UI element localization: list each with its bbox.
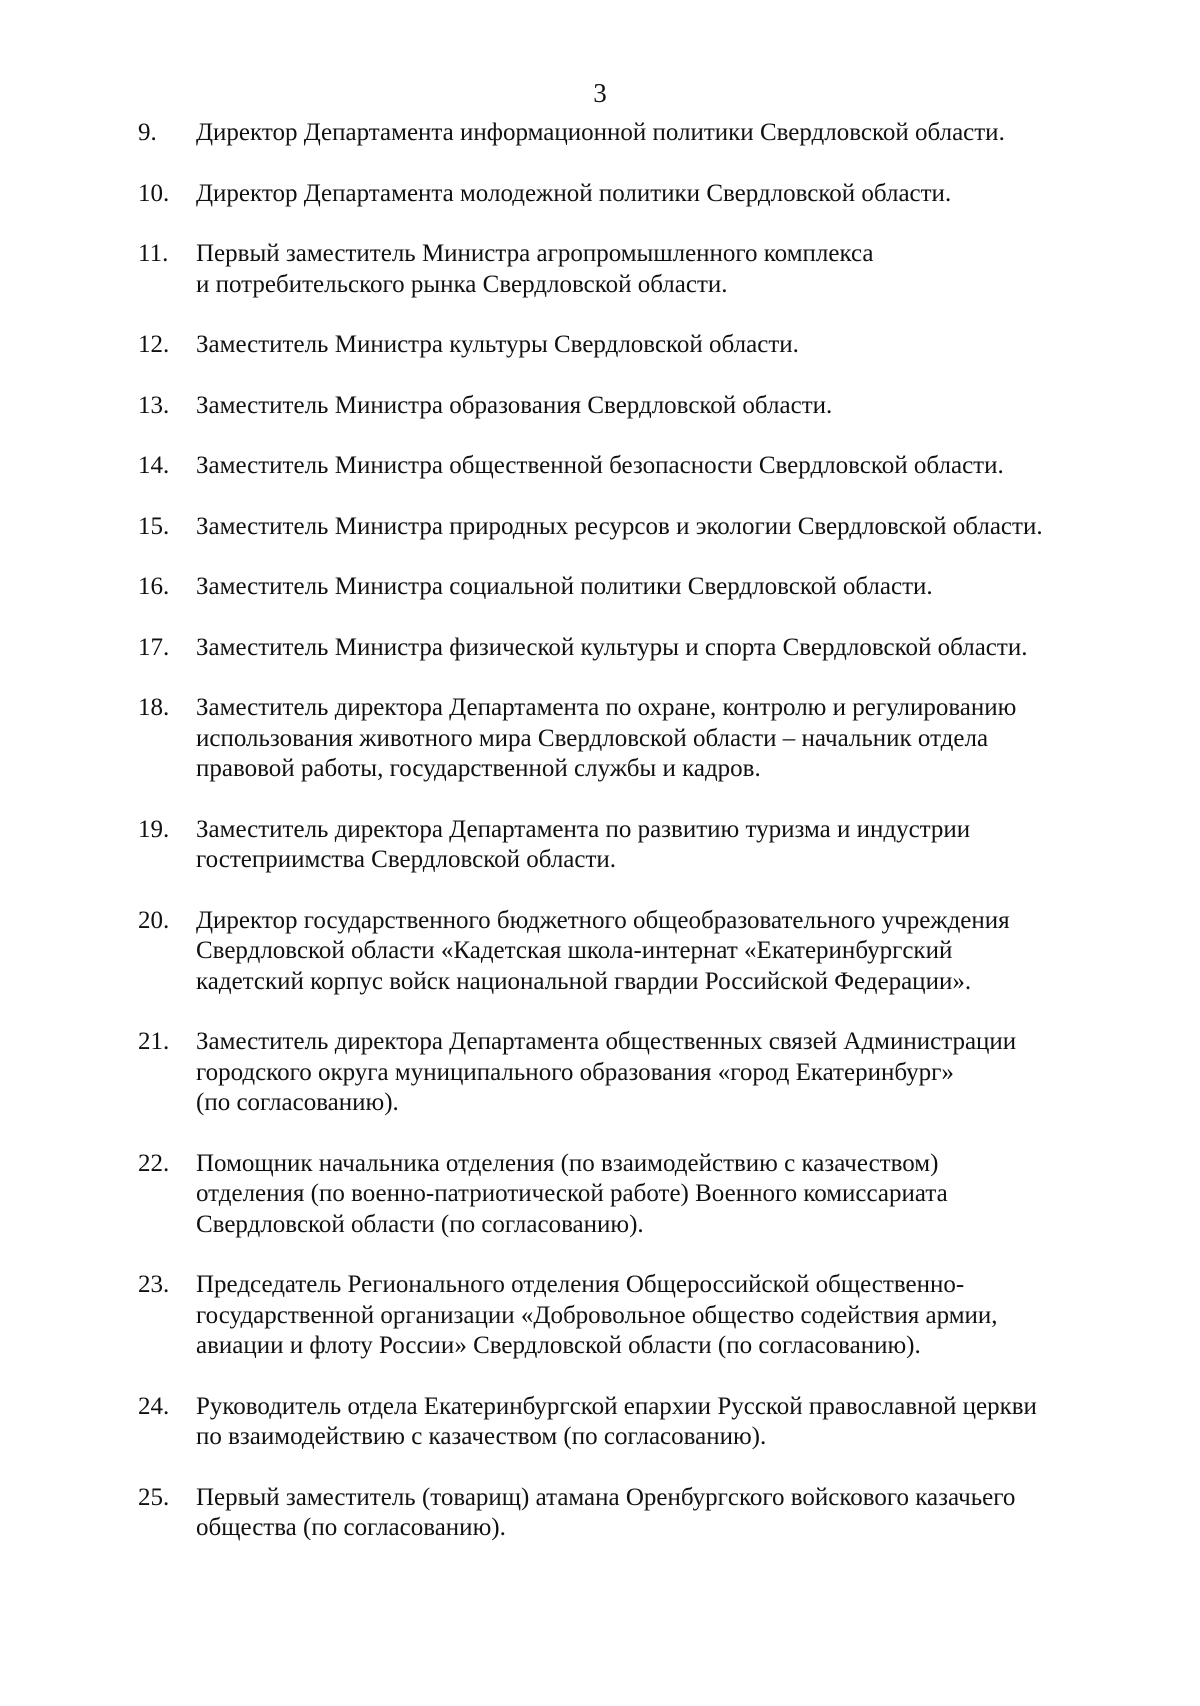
list-item-number: 17. [138, 633, 170, 661]
list-item-text [196, 906, 1118, 998]
list-item-line: авиации и флоту России» Свердловской области (по согласованию). [196, 1332, 921, 1359]
list-item-number: 12. [138, 331, 170, 358]
list-item-line: Директор Департамента молодежной политики Свердловской области. [196, 179, 952, 207]
list-item-text [196, 1392, 1118, 1453]
list-item [138, 451, 1118, 482]
list-item-line: по взаимодействию с казачеством (по согласованию). [196, 1423, 767, 1450]
member-list [138, 118, 1118, 1574]
list-item-line: Заместитель Министра общественной безопасности Свердловской области. [196, 452, 1004, 479]
list-item-text [196, 572, 1118, 603]
list-item-text [196, 1270, 1118, 1362]
list-item-line: и потребительского рынка Свердловской области. [196, 270, 728, 298]
list-item-line: Председатель Регионального отделения Общероссийской общественно- [196, 1271, 965, 1298]
list-item-line: кадетский корпус войск национальной гвардии Российской Федерации». [196, 967, 972, 995]
list-item-number: 18. [138, 694, 170, 721]
list-item-line: Первый заместитель Министра агропромышленного комплекса [196, 240, 874, 267]
list-item-number: 19. [138, 815, 170, 843]
list-item-line: Заместитель Министра культуры Свердловской области. [196, 331, 799, 358]
list-item-text [196, 239, 1118, 300]
list-item-text [196, 633, 1118, 664]
list-item [138, 1027, 1118, 1119]
list-item-number: 10. [138, 179, 170, 207]
page-number: 3 [593, 78, 607, 108]
list-item [138, 118, 1118, 149]
list-item [138, 693, 1118, 785]
list-item-line: Заместитель Министра физической культуры и спорта Свердловской области. [196, 633, 1028, 661]
list-item-number: 11. [138, 240, 169, 267]
list-item-text [196, 1483, 1118, 1544]
list-item [138, 1392, 1118, 1453]
list-item-line: Заместитель Министра социальной политики Свердловской области. [196, 573, 933, 600]
list-item-line: Заместитель директора Департамента по развитию туризма и индустрии [196, 815, 971, 843]
list-item-text [196, 391, 1118, 422]
list-item-line: городского округа муниципального образования «город Екатеринбург» [196, 1058, 954, 1086]
list-item-line: Заместитель директора Департамента по охране, контролю и регулированию [196, 694, 1017, 721]
list-item-line: Помощник начальника отделения (по взаимодействию с казачеством) [196, 1149, 939, 1177]
list-item [138, 391, 1118, 422]
list-item-line: общества (по согласованию). [196, 1514, 506, 1541]
list-item-number: 16. [138, 573, 170, 600]
list-item-number: 24. [138, 1392, 170, 1420]
list-item-text [196, 330, 1118, 361]
list-item-number: 23. [138, 1271, 170, 1298]
list-item [138, 572, 1118, 603]
list-item [138, 512, 1118, 543]
list-item [138, 906, 1118, 998]
list-item [138, 239, 1118, 300]
list-item-text [196, 1149, 1118, 1241]
list-item-line: гостеприимства Свердловской области. [196, 846, 617, 873]
list-item-number: 9. [138, 119, 157, 146]
list-item-line: использования животного мира Свердловской области – начальник отдела [196, 724, 989, 752]
list-item-line: Заместитель Министра образования Свердловской области. [196, 391, 833, 419]
list-item [138, 1270, 1118, 1362]
list-item-line: правовой работы, государственной службы и кадров. [196, 755, 761, 782]
list-item-line: Заместитель Министра природных ресурсов и экологии Свердловской области. [196, 512, 1043, 540]
list-item-number: 25. [138, 1483, 170, 1511]
list-item-text [196, 815, 1118, 876]
list-item-line: Заместитель директора Департамента общественных связей Администрации [196, 1028, 1017, 1055]
list-item-line: Первый заместитель (товарищ) атамана Оренбургского войскового казачьего [196, 1483, 1016, 1511]
list-item-number: 15. [138, 512, 170, 540]
list-item-line: Директор государственного бюджетного общеобразовательного учреждения [196, 906, 1010, 934]
list-item-number: 14. [138, 452, 170, 479]
list-item-line: (по согласованию). [196, 1089, 399, 1116]
list-item-text [196, 512, 1118, 543]
list-item-line: Директор Департамента информационной политики Свердловской области. [196, 119, 1005, 146]
list-item-text [196, 693, 1118, 785]
list-item-number: 21. [138, 1028, 170, 1055]
list-item-text [196, 451, 1118, 482]
list-item [138, 179, 1118, 210]
list-item [138, 633, 1118, 664]
list-item-line: отделения (по военно-патриотической работе) Военного комиссариата [196, 1180, 948, 1207]
list-item-line: государственной организации «Добровольное общество содействия армии, [196, 1301, 998, 1329]
list-item-number: 22. [138, 1149, 170, 1177]
list-item-number: 20. [138, 906, 170, 934]
list-item-text [196, 179, 1118, 210]
list-item [138, 330, 1118, 361]
list-item-number: 13. [138, 391, 170, 419]
list-item [138, 815, 1118, 876]
list-item [138, 1483, 1118, 1544]
list-item-line: Свердловской области (по согласованию). [196, 1210, 644, 1238]
list-item-text [196, 118, 1118, 149]
list-item [138, 1149, 1118, 1241]
list-item-line: Руководитель отдела Екатеринбургской епархии Русской православной церкви [196, 1392, 1037, 1420]
list-item-text [196, 1027, 1118, 1119]
list-item-line: Свердловской области «Кадетская школа-интернат «Екатеринбургский [196, 937, 953, 964]
